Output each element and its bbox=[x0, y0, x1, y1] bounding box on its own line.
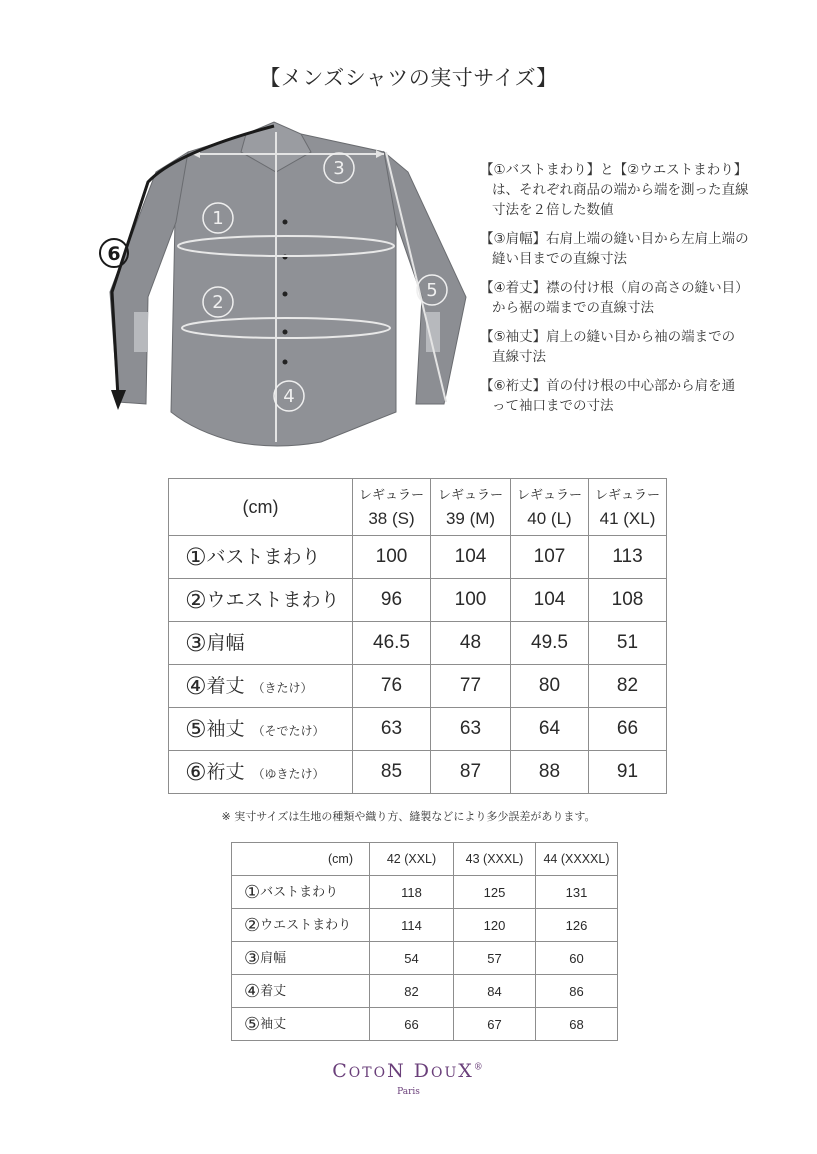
svg-text:3: 3 bbox=[333, 158, 345, 179]
size-table-regular bbox=[168, 478, 667, 794]
brand-city: Paris bbox=[397, 1087, 420, 1097]
svg-text:5: 5 bbox=[426, 280, 438, 301]
row-label-text: バストまわり bbox=[206, 547, 321, 568]
table-cell: 77 bbox=[431, 665, 511, 708]
note-item bbox=[480, 278, 780, 318]
row-label bbox=[232, 876, 370, 909]
table-cell: 125 bbox=[454, 876, 536, 909]
table-cell: 113 bbox=[589, 536, 667, 579]
column-type: レギュラー bbox=[437, 487, 503, 502]
column-type: レギュラー bbox=[594, 487, 660, 502]
table-cell: 91 bbox=[589, 751, 667, 794]
column-header bbox=[353, 479, 431, 536]
column-size: 38 (S) bbox=[368, 509, 415, 528]
table-cell: 100 bbox=[431, 579, 511, 622]
measurement-notes bbox=[480, 160, 780, 425]
column-type: レギュラー bbox=[516, 487, 582, 502]
svg-text:6: 6 bbox=[107, 243, 121, 265]
row-label bbox=[169, 536, 353, 579]
table-row bbox=[232, 876, 618, 909]
row-label-text: ウエストまわり bbox=[260, 917, 352, 932]
footnote: ※ 実寸サイズは生地の種類や織り方、縫製などにより多少誤差があります。 bbox=[221, 810, 596, 823]
column-size: 41 (XL) bbox=[599, 509, 656, 528]
table-cell: 66 bbox=[589, 708, 667, 751]
row-number: ⑥ bbox=[185, 759, 207, 786]
table-cell: 114 bbox=[370, 909, 454, 942]
row-number: ① bbox=[185, 544, 207, 571]
table-cell: 126 bbox=[536, 909, 618, 942]
row-label-reading: （きたけ） bbox=[252, 681, 313, 695]
svg-text:1: 1 bbox=[212, 208, 224, 229]
table-cell: 85 bbox=[353, 751, 431, 794]
svg-text:2: 2 bbox=[212, 292, 224, 313]
column-header bbox=[589, 479, 667, 536]
table-cell: 80 bbox=[511, 665, 589, 708]
row-label bbox=[232, 975, 370, 1008]
note-item bbox=[480, 160, 780, 220]
table-cell: 87 bbox=[431, 751, 511, 794]
row-label-text: ウエストまわり bbox=[206, 590, 340, 611]
table-cell: 120 bbox=[454, 909, 536, 942]
table-cell: 76 bbox=[353, 665, 431, 708]
table-row bbox=[232, 909, 618, 942]
table-cell: 82 bbox=[370, 975, 454, 1008]
table-row bbox=[232, 975, 618, 1008]
note-item bbox=[480, 229, 780, 269]
column-type: レギュラー bbox=[358, 487, 424, 502]
table-row bbox=[169, 665, 667, 708]
table-cell: 100 bbox=[353, 536, 431, 579]
table-cell: 88 bbox=[511, 751, 589, 794]
row-label-text: 裄丈 bbox=[206, 762, 245, 783]
table-cell: 131 bbox=[536, 876, 618, 909]
row-label-text: 袖丈 bbox=[206, 719, 245, 740]
table-cell: 84 bbox=[454, 975, 536, 1008]
table-cell: 46.5 bbox=[353, 622, 431, 665]
table-cell: 51 bbox=[589, 622, 667, 665]
column-size: 39 (M) bbox=[445, 509, 496, 528]
table-cell: 54 bbox=[370, 942, 454, 975]
table-cell: 68 bbox=[536, 1008, 618, 1041]
column-header: 42 (XXL) bbox=[370, 843, 454, 876]
unit-label: (cm) bbox=[232, 843, 370, 876]
note-line: 【④着丈】襟の付け根（肩の高さの縫い目） bbox=[480, 280, 749, 296]
row-number: ③ bbox=[185, 630, 207, 657]
row-label-text: 着丈 bbox=[260, 983, 287, 998]
row-number: ④ bbox=[244, 981, 261, 1001]
row-label-text: 肩幅 bbox=[206, 633, 245, 654]
row-label bbox=[169, 622, 353, 665]
size-table-large bbox=[231, 842, 618, 1041]
registered-mark: ® bbox=[473, 1062, 485, 1073]
column-header: 44 (XXXXL) bbox=[536, 843, 618, 876]
table-cell: 82 bbox=[589, 665, 667, 708]
table-cell: 67 bbox=[454, 1008, 536, 1041]
column-header bbox=[431, 479, 511, 536]
row-label-reading: （そでたけ） bbox=[252, 724, 325, 738]
svg-text:4: 4 bbox=[283, 386, 295, 407]
table-cell: 57 bbox=[454, 942, 536, 975]
row-label-text: 肩幅 bbox=[260, 950, 287, 965]
table-cell: 48 bbox=[431, 622, 511, 665]
column-header: 43 (XXXL) bbox=[454, 843, 536, 876]
table-row bbox=[169, 751, 667, 794]
row-number: ③ bbox=[244, 948, 261, 968]
row-label bbox=[232, 1008, 370, 1041]
row-label bbox=[169, 708, 353, 751]
row-label bbox=[169, 579, 353, 622]
note-line: 【③肩幅】右肩上端の縫い目から左肩上端の bbox=[480, 231, 749, 247]
note-line: 寸法を２倍した数値 bbox=[492, 202, 614, 218]
note-line: 【①バストまわり】と【②ウエストまわり】 bbox=[480, 162, 748, 178]
table-row bbox=[169, 579, 667, 622]
row-label bbox=[232, 909, 370, 942]
table-cell: 86 bbox=[536, 975, 618, 1008]
brand-logo: COTON DOUX® bbox=[332, 1060, 485, 1082]
table-cell: 96 bbox=[353, 579, 431, 622]
note-line: 【⑥裄丈】首の付け根の中心部から肩を通 bbox=[480, 378, 736, 394]
unit-label: (cm) bbox=[169, 479, 353, 536]
table-cell: 66 bbox=[370, 1008, 454, 1041]
row-number: ① bbox=[244, 882, 261, 902]
table-row bbox=[169, 536, 667, 579]
row-number: ⑤ bbox=[185, 716, 207, 743]
table-cell: 63 bbox=[353, 708, 431, 751]
column-header bbox=[511, 479, 589, 536]
row-label bbox=[169, 665, 353, 708]
table-cell: 108 bbox=[589, 579, 667, 622]
table-cell: 60 bbox=[536, 942, 618, 975]
table-row bbox=[232, 1008, 618, 1041]
note-line: 【⑤袖丈】肩上の縫い目から袖の端までの bbox=[480, 329, 736, 345]
table-cell: 118 bbox=[370, 876, 454, 909]
table-row bbox=[169, 622, 667, 665]
row-number: ② bbox=[185, 587, 207, 614]
row-label-text: 袖丈 bbox=[260, 1016, 287, 1031]
table-header-row bbox=[232, 843, 618, 876]
note-line: 縫い目までの直線寸法 bbox=[492, 251, 627, 267]
table-cell: 107 bbox=[511, 536, 589, 579]
table-cell: 64 bbox=[511, 708, 589, 751]
row-label-text: バストまわり bbox=[260, 884, 339, 899]
table-cell: 49.5 bbox=[511, 622, 589, 665]
note-line: 直線寸法 bbox=[492, 349, 546, 365]
page-title: 【メンズシャツの実寸サイズ】 bbox=[259, 66, 558, 90]
row-label bbox=[232, 942, 370, 975]
row-number: ② bbox=[244, 915, 261, 935]
note-item bbox=[480, 376, 780, 416]
table-header-row bbox=[169, 479, 667, 536]
table-cell: 63 bbox=[431, 708, 511, 751]
note-line: から裾の端までの直線寸法 bbox=[492, 300, 654, 316]
table-row bbox=[232, 942, 618, 975]
shirt-diagram bbox=[96, 112, 476, 452]
row-label-reading: （ゆきたけ） bbox=[252, 767, 325, 781]
table-row bbox=[169, 708, 667, 751]
row-label-text: 着丈 bbox=[206, 676, 245, 697]
table-cell: 104 bbox=[511, 579, 589, 622]
note-line: は、それぞれ商品の端から端を測った直線 bbox=[492, 182, 749, 198]
table-cell: 104 bbox=[431, 536, 511, 579]
row-label bbox=[169, 751, 353, 794]
row-number: ④ bbox=[185, 673, 207, 700]
note-item bbox=[480, 327, 780, 367]
column-size: 40 (L) bbox=[527, 509, 572, 528]
row-number: ⑤ bbox=[244, 1014, 261, 1034]
note-line: って袖口までの寸法 bbox=[492, 398, 614, 414]
